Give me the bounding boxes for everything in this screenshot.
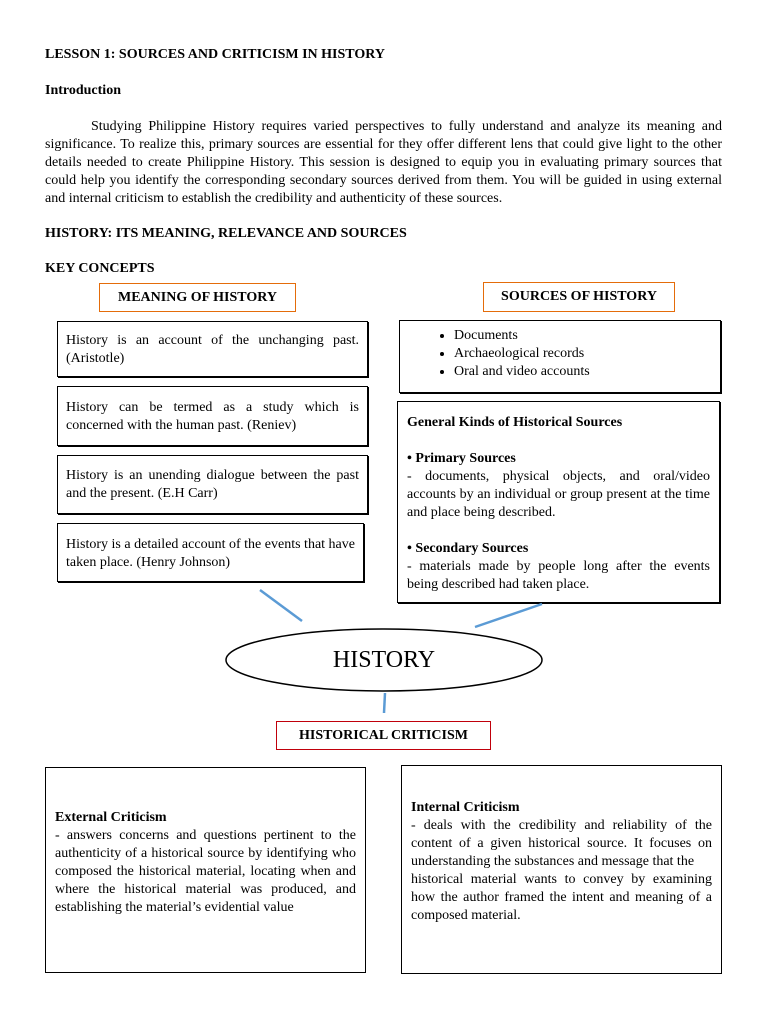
meaning-box-reniev: History can be termed as a study which is concerned with the human past. (Reniev) [57,386,368,446]
primary-sources-text: - documents, physical objects, and oral/video accounts by an individual or group present at the time and place being described. [407,469,710,520]
lesson-title: LESSON 1: SOURCES AND CRITICISM IN HISTORY [45,47,385,62]
list-item: • Archaeological records [454,345,720,363]
connector-line-bottom [384,693,385,713]
history-center-label: HISTORY [332,647,436,673]
internal-criticism-title: Internal Criticism [411,800,520,815]
external-criticism-title: External Criticism [55,810,167,825]
meaning-box-carr: History is an unending dialogue between the past and the present. (E.H Carr) [57,455,368,514]
sources-of-history-label: SOURCES OF HISTORY [483,282,675,312]
external-criticism-box [45,767,366,973]
list-item: • Documents [454,327,720,345]
meaning-box-aristotle: History is an account of the unchanging past. (Aristotle) [57,321,368,377]
intro-heading: Introduction [45,83,121,98]
internal-criticism-text-1: - deals with the credibility and reliability of the content of a given historical source. It focuses on understanding the substances and message that the [411,818,712,869]
internal-criticism-box [401,765,722,974]
internal-criticism-text-2: historical material wants to convey by examining how the author framed the intent and meaning of a composed material. [411,872,712,923]
list-item: • Oral and video accounts [454,363,720,381]
primary-sources-title: • Primary Sources [407,451,516,466]
historical-criticism-label: HISTORICAL CRITICISM [276,721,491,750]
general-kinds-title: General Kinds of Historical Sources [407,415,623,430]
external-criticism-text: - answers concerns and questions pertinent to the authenticity of a historical source by identifying who composed the historical material, locating when and where the historical material was produced, and establishing the material’s evidential value [55,828,356,915]
connector-line-left [260,590,302,621]
connector-line-right [475,604,542,627]
intro-paragraph: Studying Philippine History requires varied perspectives to fully understand and analyze its meaning and significance. To realize this, primary sources are essential for they offer different lens that could give light to the other details needed to create Philippine History. This session is designed to equip you in evaluating primary sources that could help you identify the corresponding secondary sources derived from them. You will be guided in using external and internal criticism to establish the credibility and authenticity of these sources. [45,119,722,206]
secondary-sources-text: - materials made by people long after the events being described had taken place. [407,559,710,592]
history-heading: HISTORY: ITS MEANING, RELEVANCE AND SOURCES [45,226,407,241]
meaning-of-history-label: MEANING OF HISTORY [99,283,296,312]
secondary-sources-title: • Secondary Sources [407,541,529,556]
meaning-box-johnson: History is a detailed account of the events that have taken place. (Henry Johnson) [57,523,364,582]
key-concepts-heading: KEY CONCEPTS [45,261,155,276]
